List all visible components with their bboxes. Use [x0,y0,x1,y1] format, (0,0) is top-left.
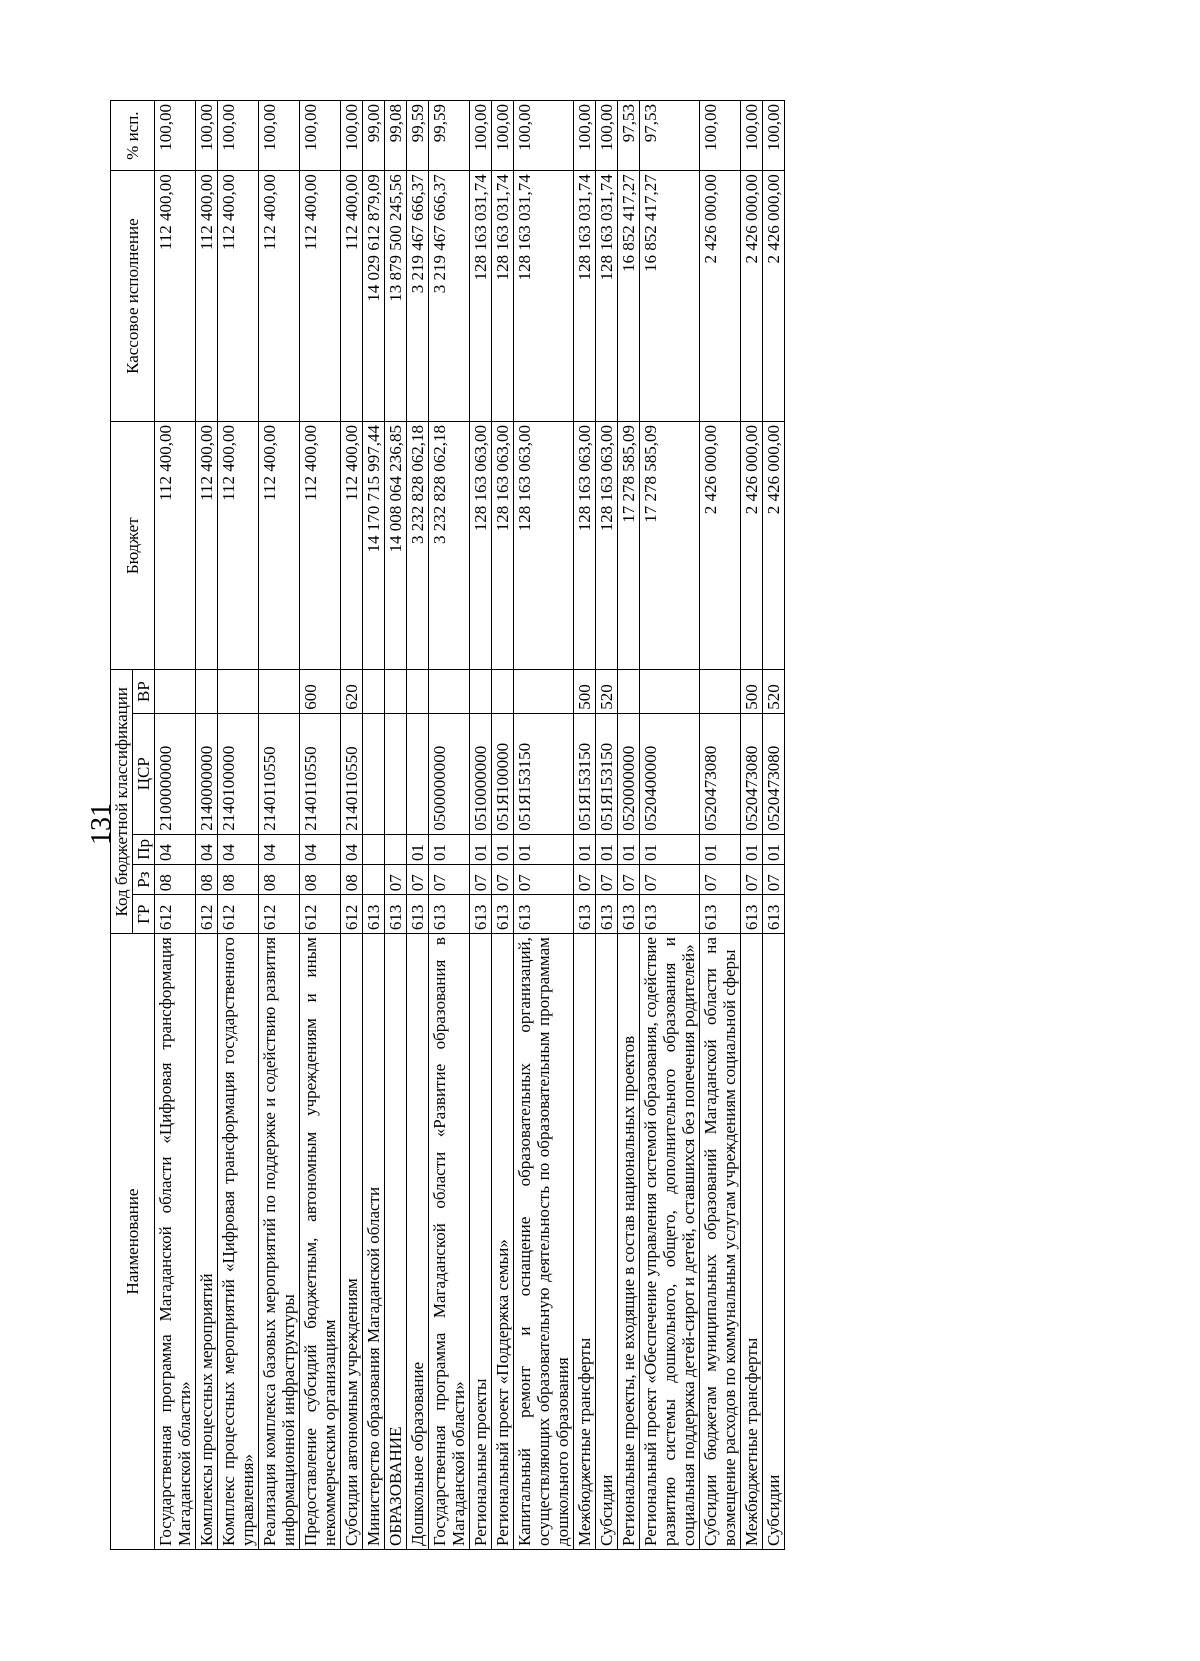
cell-pr: 04 [341,834,363,864]
header-cash-execution: Кассовое исполнение [111,171,155,422]
cell-rz: 08 [155,864,196,894]
cell-gr: 613 [407,895,429,934]
cell-cash-execution: 112 400,00 [300,171,341,422]
cell-pr: 01 [429,834,470,864]
cell-rz: 08 [218,864,259,894]
table-row [385,101,407,1550]
cell-csr [385,713,407,834]
cell-budget: 112 400,00 [259,421,300,670]
cell-percent-executed: 100,00 [596,101,618,171]
cell-rz: 08 [300,864,341,894]
cell-name: Дошкольное образование [407,934,429,1550]
cell-budget: 3 232 828 062,18 [429,421,470,670]
cell-gr: 613 [763,895,785,934]
cell-name: Межбюджетные трансферты [574,934,596,1550]
table-row [470,101,492,1550]
cell-gr: 613 [363,895,385,934]
cell-percent-executed: 100,00 [259,101,300,171]
cell-percent-executed: 97,53 [618,101,640,171]
cell-percent-executed: 99,00 [363,101,385,171]
cell-budget: 2 426 000,00 [700,421,741,670]
cell-name: Региональный проект «Поддержка семьи» [492,934,514,1550]
cell-percent-executed: 100,00 [763,101,785,171]
cell-rz: 07 [618,864,640,894]
cell-gr: 613 [700,895,741,934]
cell-cash-execution: 2 426 000,00 [741,171,763,422]
header-csr: ЦСР [133,713,155,834]
cell-csr: 051Я153150 [574,713,596,834]
cell-percent-executed: 99,59 [407,101,429,171]
cell-cash-execution: 14 029 612 879,09 [363,171,385,422]
cell-vr [196,670,218,713]
rotated-table-container [110,100,1110,1550]
cell-csr: 0520000000 [618,713,640,834]
cell-budget: 128 163 063,00 [574,421,596,670]
cell-cash-execution: 16 852 417,27 [640,171,700,422]
cell-vr: 620 [341,670,363,713]
header-code-group: Код бюджетной классификации [111,670,133,934]
header-row-1 [111,101,133,1550]
cell-pr [385,834,407,864]
cell-pr: 01 [574,834,596,864]
cell-vr: 500 [574,670,596,713]
cell-rz: 07 [514,864,574,894]
cell-pr: 04 [259,834,300,864]
budget-execution-table [110,100,785,1550]
cell-csr: 051Я153150 [514,713,574,834]
cell-percent-executed: 100,00 [700,101,741,171]
table-row [155,101,196,1550]
cell-name: Государственная программа Магаданской области «Развитие образования в Магаданской области» [429,934,470,1550]
cell-vr [363,670,385,713]
cell-pr: 01 [492,834,514,864]
cell-gr: 613 [470,895,492,934]
cell-name: Субсидии [763,934,785,1550]
cell-cash-execution: 128 163 031,74 [574,171,596,422]
cell-vr [407,670,429,713]
cell-cash-execution: 2 426 000,00 [763,171,785,422]
table-row [763,101,785,1550]
cell-cash-execution: 112 400,00 [218,171,259,422]
cell-pr: 04 [196,834,218,864]
cell-csr: 2140110550 [300,713,341,834]
cell-rz [363,864,385,894]
cell-percent-executed: 100,00 [341,101,363,171]
cell-vr [385,670,407,713]
table-row [407,101,429,1550]
cell-cash-execution: 128 163 031,74 [470,171,492,422]
cell-gr: 613 [741,895,763,934]
cell-cash-execution: 2 426 000,00 [700,171,741,422]
cell-budget: 112 400,00 [196,421,218,670]
header-pr: Пр [133,834,155,864]
cell-csr: 2140100000 [218,713,259,834]
cell-rz: 08 [259,864,300,894]
cell-csr: 051Я100000 [492,713,514,834]
cell-csr: 0520400000 [640,713,700,834]
cell-budget: 112 400,00 [341,421,363,670]
cell-vr [618,670,640,713]
cell-csr: 0510000000 [470,713,492,834]
cell-name: Региональные проекты, не входящие в состав национальных проектов [618,934,640,1550]
cell-budget: 3 232 828 062,18 [407,421,429,670]
cell-budget: 14 170 715 997,44 [363,421,385,670]
cell-pr: 01 [741,834,763,864]
cell-gr: 613 [429,895,470,934]
cell-gr: 612 [300,895,341,934]
cell-percent-executed: 97,53 [640,101,700,171]
cell-cash-execution: 3 219 467 666,37 [407,171,429,422]
cell-gr: 612 [259,895,300,934]
table-row [741,101,763,1550]
cell-rz: 07 [763,864,785,894]
header-vr: ВР [133,670,155,713]
cell-vr [514,670,574,713]
cell-gr: 613 [574,895,596,934]
cell-cash-execution: 128 163 031,74 [596,171,618,422]
cell-budget: 2 426 000,00 [763,421,785,670]
table-row [618,101,640,1550]
cell-budget: 14 008 064 236,85 [385,421,407,670]
cell-percent-executed: 100,00 [196,101,218,171]
header-budget: Бюджет [111,421,155,670]
cell-pr: 01 [514,834,574,864]
cell-rz: 07 [741,864,763,894]
cell-rz: 07 [574,864,596,894]
header-rz: Рз [133,864,155,894]
header-gr: ГР [133,895,155,934]
cell-name: Субсидии [596,934,618,1550]
cell-csr: 0520473080 [700,713,741,834]
cell-vr: 500 [741,670,763,713]
cell-percent-executed: 100,00 [470,101,492,171]
cell-gr: 613 [385,895,407,934]
cell-name: Государственная программа Магаданской области «Цифровая трансформация Магаданской области» [155,934,196,1550]
table-row [341,101,363,1550]
cell-gr: 612 [155,895,196,934]
table-row [196,101,218,1550]
cell-csr [363,713,385,834]
cell-percent-executed: 100,00 [741,101,763,171]
cell-name: Субсидии бюджетам муниципальных образований Магаданской области на возмещение расходов по коммунальным услугам учреждениям социальной сферы [700,934,741,1550]
cell-gr: 613 [492,895,514,934]
cell-cash-execution: 13 879 500 245,56 [385,171,407,422]
cell-pr: 01 [407,834,429,864]
cell-csr: 051Я153150 [596,713,618,834]
cell-budget: 112 400,00 [155,421,196,670]
cell-vr [429,670,470,713]
cell-budget: 128 163 063,00 [514,421,574,670]
cell-budget: 112 400,00 [218,421,259,670]
cell-percent-executed: 100,00 [300,101,341,171]
cell-cash-execution: 112 400,00 [196,171,218,422]
cell-name: Министерство образования Магаданской области [363,934,385,1550]
cell-rz: 08 [196,864,218,894]
cell-gr: 613 [640,895,700,934]
cell-rz: 07 [429,864,470,894]
cell-vr [640,670,700,713]
table-row [596,101,618,1550]
cell-gr: 613 [618,895,640,934]
cell-gr: 612 [218,895,259,934]
table-row [574,101,596,1550]
cell-vr [259,670,300,713]
cell-csr: 2140000000 [196,713,218,834]
cell-cash-execution: 16 852 417,27 [618,171,640,422]
cell-csr: 0520473080 [741,713,763,834]
cell-name: Региональные проекты [470,934,492,1550]
cell-percent-executed: 99,08 [385,101,407,171]
cell-name: Субсидии автономным учреждениям [341,934,363,1550]
cell-cash-execution: 112 400,00 [341,171,363,422]
cell-vr: 520 [596,670,618,713]
table-body [155,101,785,1550]
cell-rz: 07 [596,864,618,894]
table-row [218,101,259,1550]
cell-pr: 01 [640,834,700,864]
page-number: 131 [86,803,117,845]
cell-percent-executed: 100,00 [492,101,514,171]
table-row [514,101,574,1550]
cell-cash-execution: 128 163 031,74 [514,171,574,422]
table-row [700,101,741,1550]
cell-rz: 08 [341,864,363,894]
cell-percent-executed: 100,00 [155,101,196,171]
cell-vr [470,670,492,713]
cell-cash-execution: 3 219 467 666,37 [429,171,470,422]
cell-budget: 17 278 585,09 [618,421,640,670]
table-row [300,101,341,1550]
cell-rz: 07 [470,864,492,894]
table-row [363,101,385,1550]
cell-cash-execution: 128 163 031,74 [492,171,514,422]
cell-csr: 2100000000 [155,713,196,834]
cell-name: Капитальный ремонт и оснащение образовательных организаций, осуществляющих образовательную деятельность по образовательным программам дошкольного образования [514,934,574,1550]
cell-name: ОБРАЗОВАНИЕ [385,934,407,1550]
cell-gr: 613 [514,895,574,934]
cell-percent-executed: 100,00 [514,101,574,171]
cell-csr [407,713,429,834]
cell-name: Межбюджетные трансферты [741,934,763,1550]
cell-vr: 520 [763,670,785,713]
cell-budget: 128 163 063,00 [470,421,492,670]
cell-pr [363,834,385,864]
cell-pr: 04 [218,834,259,864]
cell-gr: 613 [596,895,618,934]
cell-name: Комплекс процессных мероприятий «Цифровая трансформация государственного управления» [218,934,259,1550]
cell-pr: 01 [470,834,492,864]
cell-csr: 2140110550 [341,713,363,834]
cell-rz: 07 [385,864,407,894]
cell-pr: 01 [596,834,618,864]
cell-percent-executed: 100,00 [574,101,596,171]
cell-percent-executed: 99,59 [429,101,470,171]
cell-pr: 01 [700,834,741,864]
cell-cash-execution: 112 400,00 [259,171,300,422]
cell-pr: 01 [763,834,785,864]
header-name: Наименование [111,934,155,1550]
cell-percent-executed: 100,00 [218,101,259,171]
header-percent-executed: % исп. [111,101,155,171]
cell-name: Комплексы процессных мероприятий [196,934,218,1550]
cell-budget: 128 163 063,00 [596,421,618,670]
cell-vr [700,670,741,713]
cell-rz: 07 [700,864,741,894]
cell-name: Региональный проект «Обеспечение управления системой образования, содействие развитию системы дошкольного, общего, дополнительного образования и социальная поддержка детей-сирот и детей, оставшихся без попечения родителей» [640,934,700,1550]
table-row [640,101,700,1550]
cell-gr: 612 [341,895,363,934]
cell-name: Реализация комплекса базовых мероприятий по поддержке и содействию развития информационной инфраструктуры [259,934,300,1550]
cell-rz: 07 [640,864,700,894]
cell-vr [218,670,259,713]
cell-csr: 0520473080 [763,713,785,834]
cell-rz: 07 [407,864,429,894]
cell-vr: 600 [300,670,341,713]
table-row [259,101,300,1550]
cell-gr: 612 [196,895,218,934]
table-row [492,101,514,1550]
cell-budget: 112 400,00 [300,421,341,670]
cell-name: Предоставление субсидий бюджетным, автономным учреждениям и иным некоммерческим организациям [300,934,341,1550]
cell-budget: 128 163 063,00 [492,421,514,670]
cell-csr: 0500000000 [429,713,470,834]
cell-pr: 01 [618,834,640,864]
cell-vr [492,670,514,713]
cell-pr: 04 [155,834,196,864]
cell-budget: 17 278 585,09 [640,421,700,670]
cell-csr: 2140110550 [259,713,300,834]
cell-vr [155,670,196,713]
cell-rz: 07 [492,864,514,894]
table-row [429,101,470,1550]
cell-pr: 04 [300,834,341,864]
cell-cash-execution: 112 400,00 [155,171,196,422]
cell-budget: 2 426 000,00 [741,421,763,670]
